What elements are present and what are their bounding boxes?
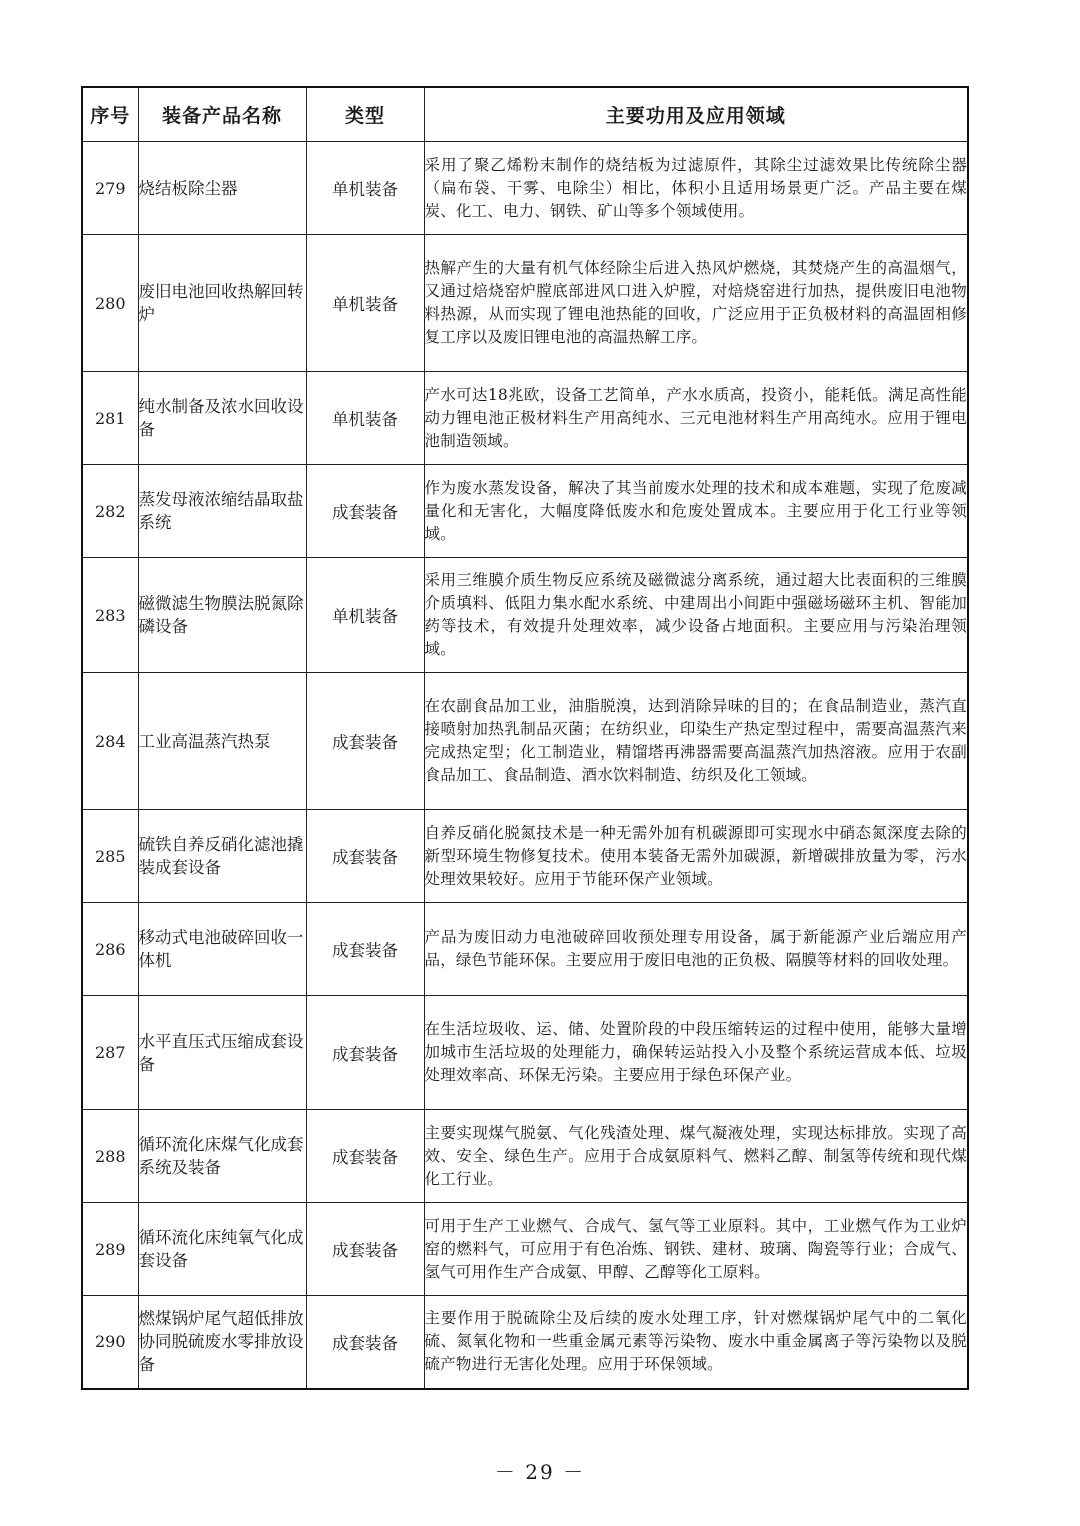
row-type: 成套装备 [306,1110,424,1203]
row-product-name: 烧结板除尘器 [138,142,306,235]
table-row [82,558,968,673]
table-row [82,465,968,558]
header-serial-no: 序号 [82,87,138,142]
table-row [82,996,968,1110]
page-number: － 29 － [494,1460,586,1484]
table-row [82,372,968,465]
equipment-catalog-table [81,86,969,1390]
row-product-name: 硫铁自养反硝化滤池撬装成套设备 [138,810,306,903]
row-product-name: 循环流化床纯氧气化成套设备 [138,1203,306,1296]
row-type: 成套装备 [306,465,424,558]
table-row [82,1296,968,1389]
row-serial-no: 286 [82,903,138,996]
row-description: 主要作用于脱硫除尘及后续的废水处理工序，针对燃煤锅炉尾气中的二氧化硫、氮氧化物和一些重金属元素等污染物、废水中重金属离子等污染物以及脱硫产物进行无害化处理。应用于环保领域。 [424,1296,968,1389]
table-row [82,235,968,372]
row-product-name: 循环流化床煤气化成套系统及装备 [138,1110,306,1203]
row-serial-no: 282 [82,465,138,558]
row-product-name: 蒸发母液浓缩结晶取盐系统 [138,465,306,558]
table-row [82,673,968,810]
row-serial-no: 280 [82,235,138,372]
table-row [82,1203,968,1296]
header-product-name: 装备产品名称 [138,87,306,142]
row-type: 成套装备 [306,1296,424,1389]
row-type: 成套装备 [306,673,424,810]
row-description: 产品为废旧动力电池破碎回收预处理专用设备，属于新能源产业后端应用产品，绿色节能环保。主要应用于废旧电池的正负极、隔膜等材料的回收处理。 [424,903,968,996]
row-type: 单机装备 [306,558,424,673]
row-type: 单机装备 [306,372,424,465]
table-header-row [82,87,968,142]
row-serial-no: 289 [82,1203,138,1296]
row-serial-no: 283 [82,558,138,673]
row-product-name: 纯水制备及浓水回收设备 [138,372,306,465]
table-row [82,810,968,903]
row-type: 成套装备 [306,1203,424,1296]
table-row [82,1110,968,1203]
row-serial-no: 285 [82,810,138,903]
row-description: 在农副食品加工业，油脂脱溴，达到消除异味的目的；在食品制造业，蒸汽直接喷射加热乳制品灭菌；在纺织业，印染生产热定型过程中，需要高温蒸汽来完成热定型；化工制造业，精馏塔再沸器需要高温蒸汽加热溶液。应用于农副食品加工、食品制造、酒水饮料制造、纺织及化工领域。 [424,673,968,810]
table-row [82,142,968,235]
row-description: 作为废水蒸发设备，解决了其当前废水处理的技术和成本难题，实现了危废减量化和无害化，大幅度降低废水和危废处置成本。主要应用于化工行业等领域。 [424,465,968,558]
row-serial-no: 288 [82,1110,138,1203]
row-type: 成套装备 [306,903,424,996]
row-product-name: 水平直压式压缩成套设备 [138,996,306,1110]
row-product-name: 磁微滤生物膜法脱氮除磷设备 [138,558,306,673]
row-serial-no: 281 [82,372,138,465]
row-type: 单机装备 [306,142,424,235]
row-serial-no: 284 [82,673,138,810]
row-description: 热解产生的大量有机气体经除尘后进入热风炉燃烧，其焚烧产生的高温烟气，又通过焙烧窑炉膛底部进风口进入炉膛，对焙烧窑进行加热，提供废旧电池物料热源，从而实现了锂电池热能的回收，广泛应用于正负极材料的高温固相修复工序以及废旧锂电池的高温热解工序。 [424,235,968,372]
row-serial-no: 290 [82,1296,138,1389]
row-description: 自养反硝化脱氮技术是一种无需外加有机碳源即可实现水中硝态氮深度去除的新型环境生物修复技术。使用本装备无需外加碳源，新增碳排放量为零，污水处理效果较好。应用于节能环保产业领域。 [424,810,968,903]
row-type: 成套装备 [306,810,424,903]
row-serial-no: 279 [82,142,138,235]
row-product-name: 废旧电池回收热解回转炉 [138,235,306,372]
row-description: 在生活垃圾收、运、储、处置阶段的中段压缩转运的过程中使用，能够大量增加城市生活垃圾的处理能力，确保转运站投入小及整个系统运营成本低、垃圾处理效率高、环保无污染。主要应用于绿色环保产业。 [424,996,968,1110]
row-type: 成套装备 [306,996,424,1110]
row-product-name: 移动式电池破碎回收一体机 [138,903,306,996]
header-function-application: 主要功用及应用领域 [424,87,968,142]
row-description: 采用三维膜介质生物反应系统及磁微滤分离系统，通过超大比表面积的三维膜介质填料、低阻力集水配水系统、中建周出小间距中强磁场磁环主机、智能加药等技术，有效提升处理效率，减少设备占地面积。主要应用与污染治理领域。 [424,558,968,673]
row-description: 采用了聚乙烯粉末制作的烧结板为过滤原件，其除尘过滤效果比传统除尘器（扁布袋、干雾、电除尘）相比，体积小且适用场景更广泛。产品主要在煤炭、化工、电力、钢铁、矿山等多个领域使用。 [424,142,968,235]
row-product-name: 工业高温蒸汽热泵 [138,673,306,810]
row-type: 单机装备 [306,235,424,372]
header-type: 类型 [306,87,424,142]
row-description: 主要实现煤气脱氨、气化残渣处理、煤气凝液处理，实现达标排放。实现了高效、安全、绿色生产。应用于合成氨原料气、燃料乙醇、制氢等传统和现代煤化工行业。 [424,1110,968,1203]
row-product-name: 燃煤锅炉尾气超低排放协同脱硫废水零排放设备 [138,1296,306,1389]
row-description: 可用于生产工业燃气、合成气、氢气等工业原料。其中，工业燃气作为工业炉窑的燃料气，可应用于有色冶炼、钢铁、建材、玻璃、陶瓷等行业；合成气、氢气可用作生产合成氨、甲醇、乙醇等化工原料。 [424,1203,968,1296]
row-serial-no: 287 [82,996,138,1110]
row-description: 产水可达18兆欧，设备工艺简单，产水水质高，投资小，能耗低。满足高性能动力锂电池正极材料生产用高纯水、三元电池材料生产用高纯水。应用于锂电池制造领域。 [424,372,968,465]
table-row [82,903,968,996]
